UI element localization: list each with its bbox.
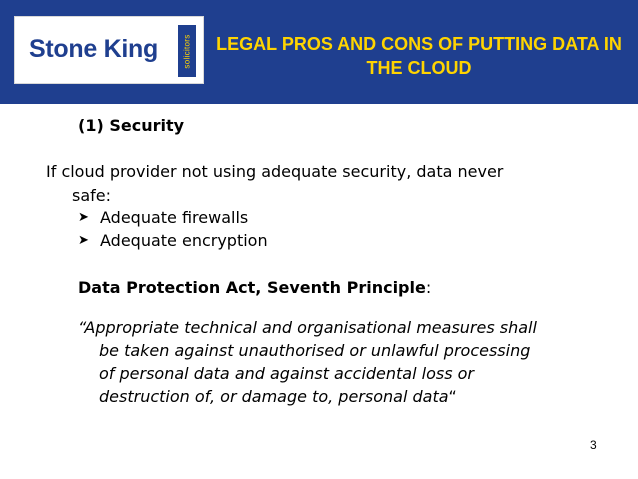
security-paragraph [46,160,606,208]
dpa-colon: : [425,278,432,297]
quote-line-last: destruction of, or damage to, personal data“ [99,387,457,406]
arrow-bullet-icon: ➤ [78,233,89,248]
list-item [78,229,268,252]
page-number: 3 [590,438,597,452]
quote-line: of personal data and against accidental loss or [99,364,474,383]
quote-line: “Appropriate technical and organisational measures shall [78,318,537,337]
section-heading: (1) Security [78,116,185,135]
paragraph-line-2: safe: [72,186,112,205]
principle-quote [78,316,608,408]
bullet-text: Adequate encryption [100,231,268,250]
dpa-label: Data Protection Act, Seventh Principle [78,278,426,297]
arrow-bullet-icon: ➤ [78,210,89,225]
header-bar [0,0,638,104]
logo-subtitle: solicitors [182,33,192,69]
quote-line: be taken against unauthorised or unlawful processing [99,341,531,360]
logo-wordmark: Stone King [29,35,158,63]
list-item [78,206,268,229]
company-logo [14,16,204,84]
bullet-text: Adequate firewalls [100,208,249,227]
quote-close-mark: “ [448,387,457,406]
paragraph-line-1: If cloud provider not using adequate security, data never [46,162,504,181]
dpa-reference [78,278,431,297]
slide-title: LEGAL PROS AND CONS OF PUTTING DATA IN THE CLOUD [216,34,622,78]
bullet-list [78,206,268,252]
